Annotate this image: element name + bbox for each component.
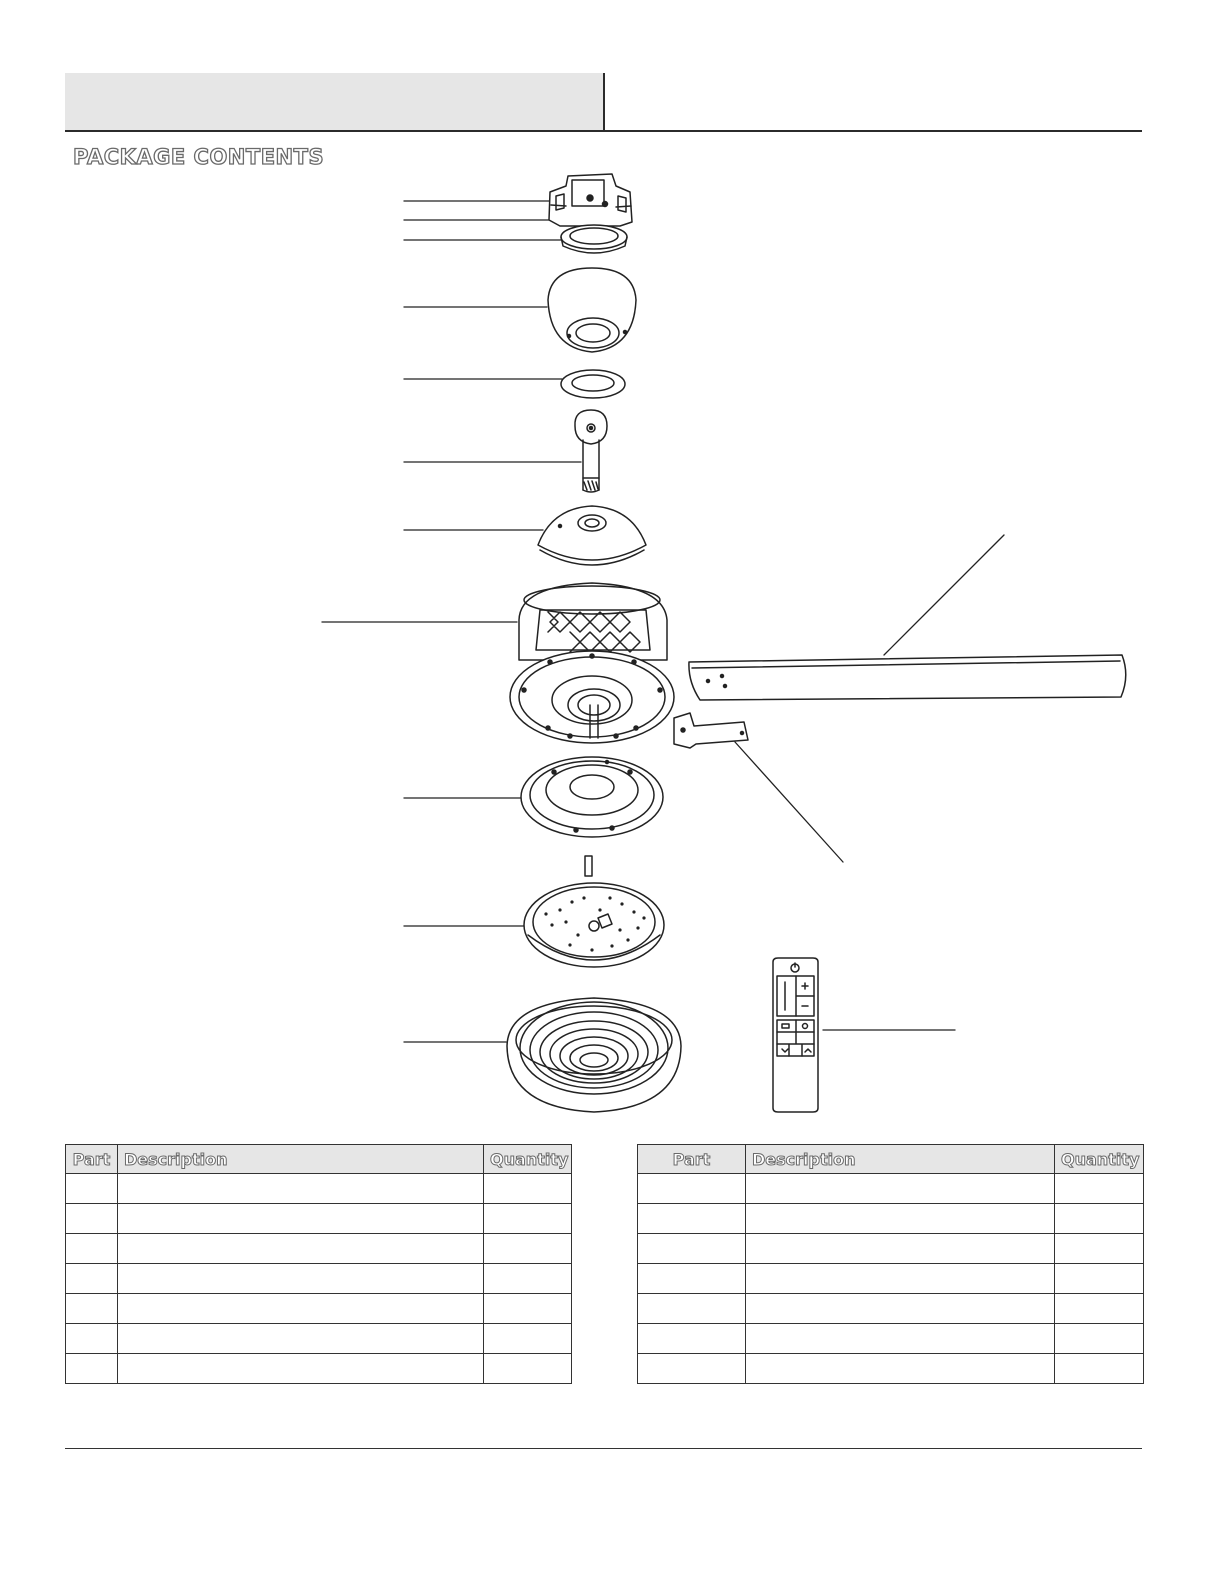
description-cell [118,1324,484,1354]
part-cell [66,1354,118,1384]
section-title: PACKAGE CONTENTS [73,145,325,169]
description-cell [118,1264,484,1294]
table-row [66,1204,572,1234]
quantity-cell [1055,1174,1144,1204]
coupling-cover-illustration [538,506,646,565]
switch-housing-illustration [521,757,663,837]
description-cell [118,1174,484,1204]
quantity-cell [484,1264,572,1294]
description-cell [118,1204,484,1234]
quantity-cell [484,1324,572,1354]
parts-table-left [65,1144,572,1384]
description-cell [118,1294,484,1324]
quantity-column-header: Quantity [1055,1145,1144,1174]
quantity-cell [1055,1294,1144,1324]
description-column-header: Description [746,1145,1055,1174]
part-cell [638,1354,746,1384]
part-column-header: Part [638,1145,746,1174]
led-light-kit-illustration [524,856,664,967]
description-cell [746,1234,1055,1264]
table-row [638,1204,1144,1234]
part-cell [638,1234,746,1264]
part-column-header: Part [66,1145,118,1174]
remote-control-illustration [773,958,818,1112]
part-cell [638,1204,746,1234]
table-row [638,1324,1144,1354]
table-row [638,1174,1144,1204]
table-row [66,1294,572,1324]
quantity-column-header: Quantity [484,1145,572,1174]
table-row [638,1264,1144,1294]
part-cell [66,1234,118,1264]
quantity-cell [1055,1234,1144,1264]
downrod-illustration [575,410,607,492]
quantity-cell [1055,1324,1144,1354]
part-cell [66,1324,118,1354]
part-cell [66,1204,118,1234]
table-row [66,1354,572,1384]
description-cell [746,1264,1055,1294]
quantity-cell [1055,1264,1144,1294]
description-cell [118,1354,484,1384]
description-cell [746,1354,1055,1384]
description-column-header: Description [118,1145,484,1174]
quantity-cell [484,1354,572,1384]
description-cell [746,1174,1055,1204]
quantity-cell [484,1234,572,1264]
quantity-cell [484,1174,572,1204]
table-header-row [66,1145,572,1174]
motor-assembly-illustration [510,583,674,743]
quantity-cell [1055,1204,1144,1234]
table-header-row [638,1145,1144,1174]
part-cell [66,1294,118,1324]
table-row [66,1264,572,1294]
quantity-cell [1055,1354,1144,1384]
fan-blade-illustration [689,655,1126,700]
mounting-bracket-illustration [549,174,632,226]
part-cell [66,1174,118,1204]
part-cell [638,1264,746,1294]
part-cell [638,1174,746,1204]
description-cell [746,1324,1055,1354]
part-cell [66,1264,118,1294]
hanger-ring-illustration [561,225,627,253]
description-cell [746,1294,1055,1324]
canopy-illustration [548,268,636,352]
part-cell [638,1294,746,1324]
description-cell [746,1204,1055,1234]
blade-arm-illustration [674,713,748,748]
quantity-cell [484,1204,572,1234]
table-row [66,1234,572,1264]
table-row [638,1234,1144,1264]
table-row [66,1324,572,1354]
light-shade-illustration [507,998,681,1112]
part-cell [638,1324,746,1354]
table-row [66,1174,572,1204]
canopy-ring-illustration [561,370,625,398]
table-row [638,1354,1144,1384]
quantity-cell [484,1294,572,1324]
table-row [638,1294,1144,1324]
footer-rule [65,1448,1142,1449]
description-cell [118,1234,484,1264]
parts-table-right [637,1144,1144,1384]
